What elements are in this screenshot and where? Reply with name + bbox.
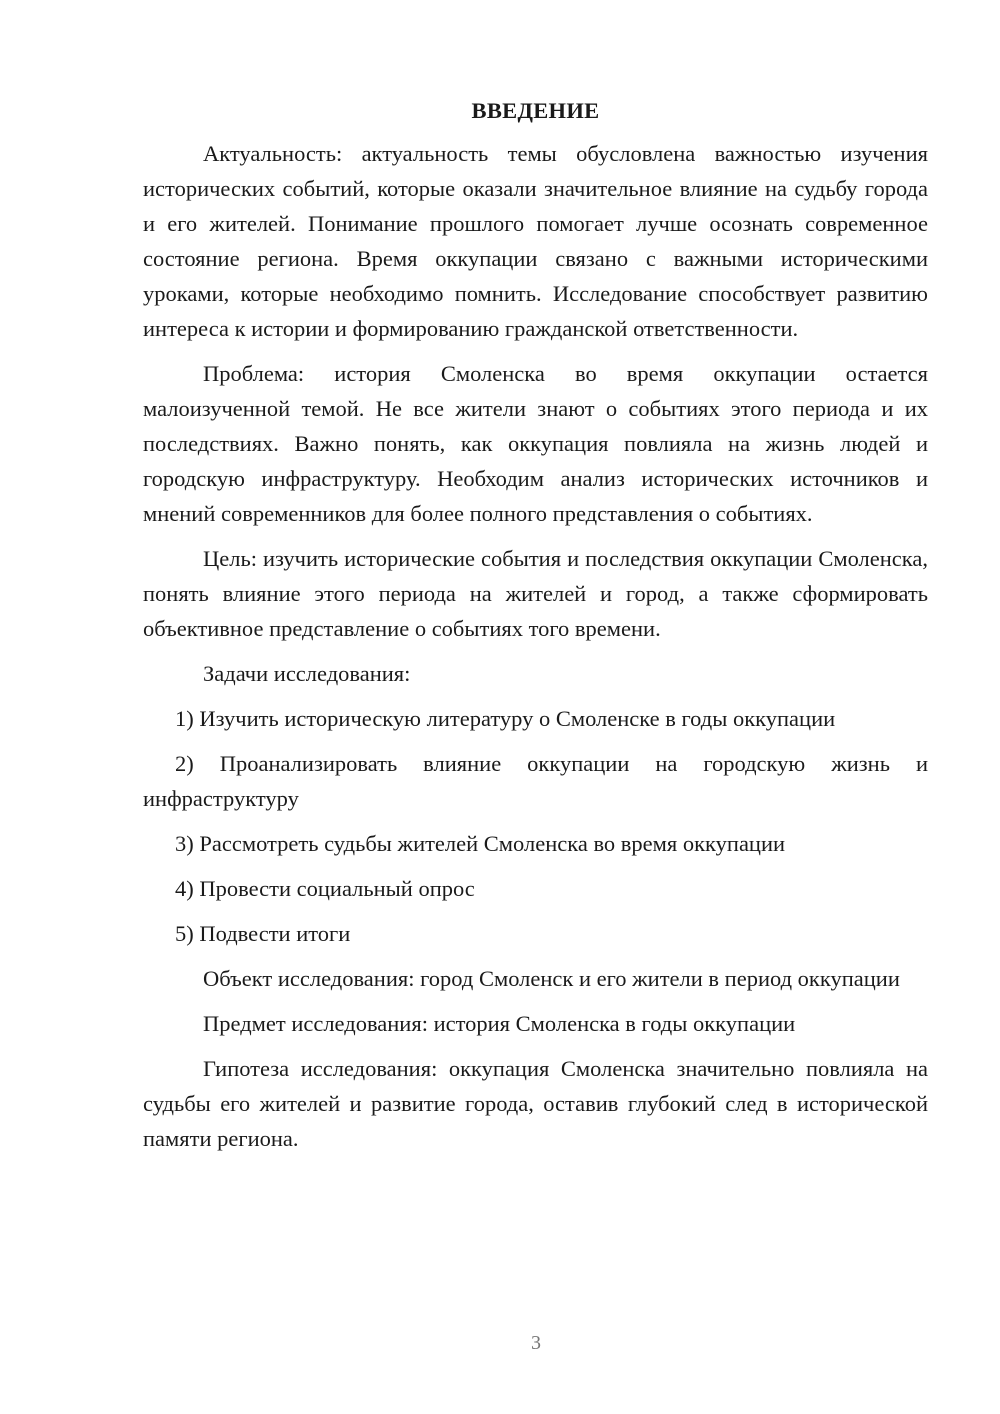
relevance-paragraph: Актуальность: актуальность темы обусловлена важностью изучения исторических событий, которые оказали значительное влияние на судьбу города и его жителей. Понимание прошлого помогает лучше осознать современное состояние региона. Время оккупации связано с важными историческими уроками, которые необходимо помнить. Исследование способствует развитию интереса к истории и формированию гражданской ответственности. (143, 141, 928, 341)
subject-paragraph: Предмет исследования: история Смоленска в годы оккупации (203, 1011, 796, 1036)
task-item-2: 2) Проанализировать влияние оккупации на городскую жизнь и инфраструктуру (143, 751, 928, 811)
hypothesis-paragraph: Гипотеза исследования: оккупация Смоленска значительно повлияла на судьбы его жителей и развитие города, оставив глубокий след в исторической памяти региона. (143, 1056, 928, 1151)
task-item-1: 1) Изучить историческую литературу о Смоленске в годы оккупации (175, 706, 836, 731)
tasks-title: Задачи исследования: (203, 661, 411, 686)
page-title: ВВЕДЕНИЕ (471, 98, 600, 123)
goal-paragraph: Цель: изучить исторические события и последствия оккупации Смоленска, понять влияние этого периода на жителей и город, а также сформировать объективное представление о событиях того времени. (143, 546, 928, 641)
object-paragraph: Объект исследования: город Смоленск и его жители в период оккупации (203, 966, 900, 991)
task-item-5: 5) Подвести итоги (175, 921, 351, 946)
problem-paragraph: Проблема: история Смоленска во время оккупации остается малоизученной темой. Не все жители знают о событиях этого периода и их последствиях. Важно понять, как оккупация повлияла на жизнь людей и городскую инфраструктуру. Необходим анализ исторических источников и мнений современников для более полного представления о событиях. (143, 361, 928, 526)
task-item-3: 3) Рассмотреть судьбы жителей Смоленска во время оккупации (175, 831, 786, 856)
document-page (143, 96, 928, 1156)
task-item-4: 4) Провести социальный опрос (175, 876, 475, 901)
page-number: 3 (531, 1332, 541, 1354)
